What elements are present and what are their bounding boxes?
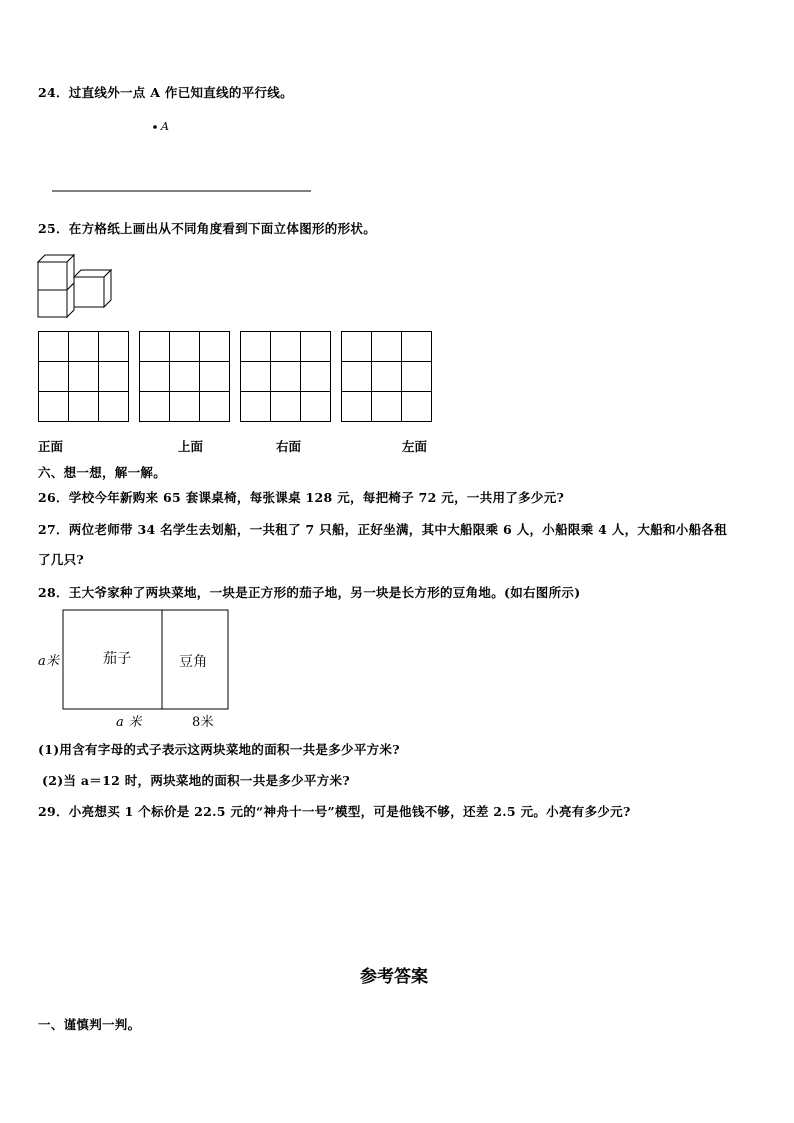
grid-front[interactable]	[38, 331, 129, 422]
question-26: 26．学校今年新购来 65 套课桌椅，每张课桌 128 元，每把椅子 72 元，一共用了多少元?	[38, 490, 565, 505]
answers-title: 参考答案	[360, 967, 428, 987]
label-front: 正面	[38, 439, 64, 454]
section-6-title: 六、想一想，解一解。	[38, 465, 167, 480]
bottom-a-label: a 米	[116, 715, 142, 730]
grid-left[interactable]	[341, 331, 432, 422]
cube-figure	[30, 245, 120, 320]
question-27-line2: 了几只?	[38, 552, 85, 567]
label-top: 上面	[178, 439, 204, 454]
label-right: 右面	[276, 439, 302, 454]
vegetable-plot-diagram	[60, 608, 235, 713]
given-line	[50, 188, 315, 194]
question-27-line1: 27．两位老师带 34 名学生去划船，一共租了 7 只船，正好坐满，其中大船限乘 6 人，小船限乘 4 人，大船和小船各租	[38, 522, 727, 537]
side-length-label: a米	[38, 654, 60, 669]
question-28: 28．王大爷家种了两块菜地，一块是正方形的茄子地，另一块是长方形的豆角地。(如右图所示)	[38, 585, 581, 600]
question-28-sub1: (1)用含有字母的式子表示这两块菜地的面积一共是多少平方米?	[38, 742, 400, 757]
question-25: 25．在方格纸上画出从不同角度看到下面立体图形的形状。	[38, 221, 376, 236]
plot-eggplant-label: 茄子	[103, 651, 132, 667]
question-28-sub2: (2)当 a＝12 时，两块菜地的面积一共是多少平方米?	[42, 773, 350, 788]
grid-top[interactable]	[139, 331, 230, 422]
point-a-label: A	[161, 120, 170, 133]
question-24: 24．过直线外一点 A 作已知直线的平行线。	[38, 85, 293, 100]
question-29: 29．小亮想买 1 个标价是 22.5 元的“神舟十一号”模型，可是他钱不够，还差 2.5 元。小亮有多少元?	[38, 804, 631, 819]
point-dot	[153, 125, 157, 129]
plot-bean-label: 豆角	[179, 654, 208, 670]
answers-section-1: 一、谨慎判一判。	[38, 1017, 141, 1032]
bottom-8-label: 8米	[192, 715, 214, 730]
grid-right[interactable]	[240, 331, 331, 422]
label-left: 左面	[402, 439, 428, 454]
